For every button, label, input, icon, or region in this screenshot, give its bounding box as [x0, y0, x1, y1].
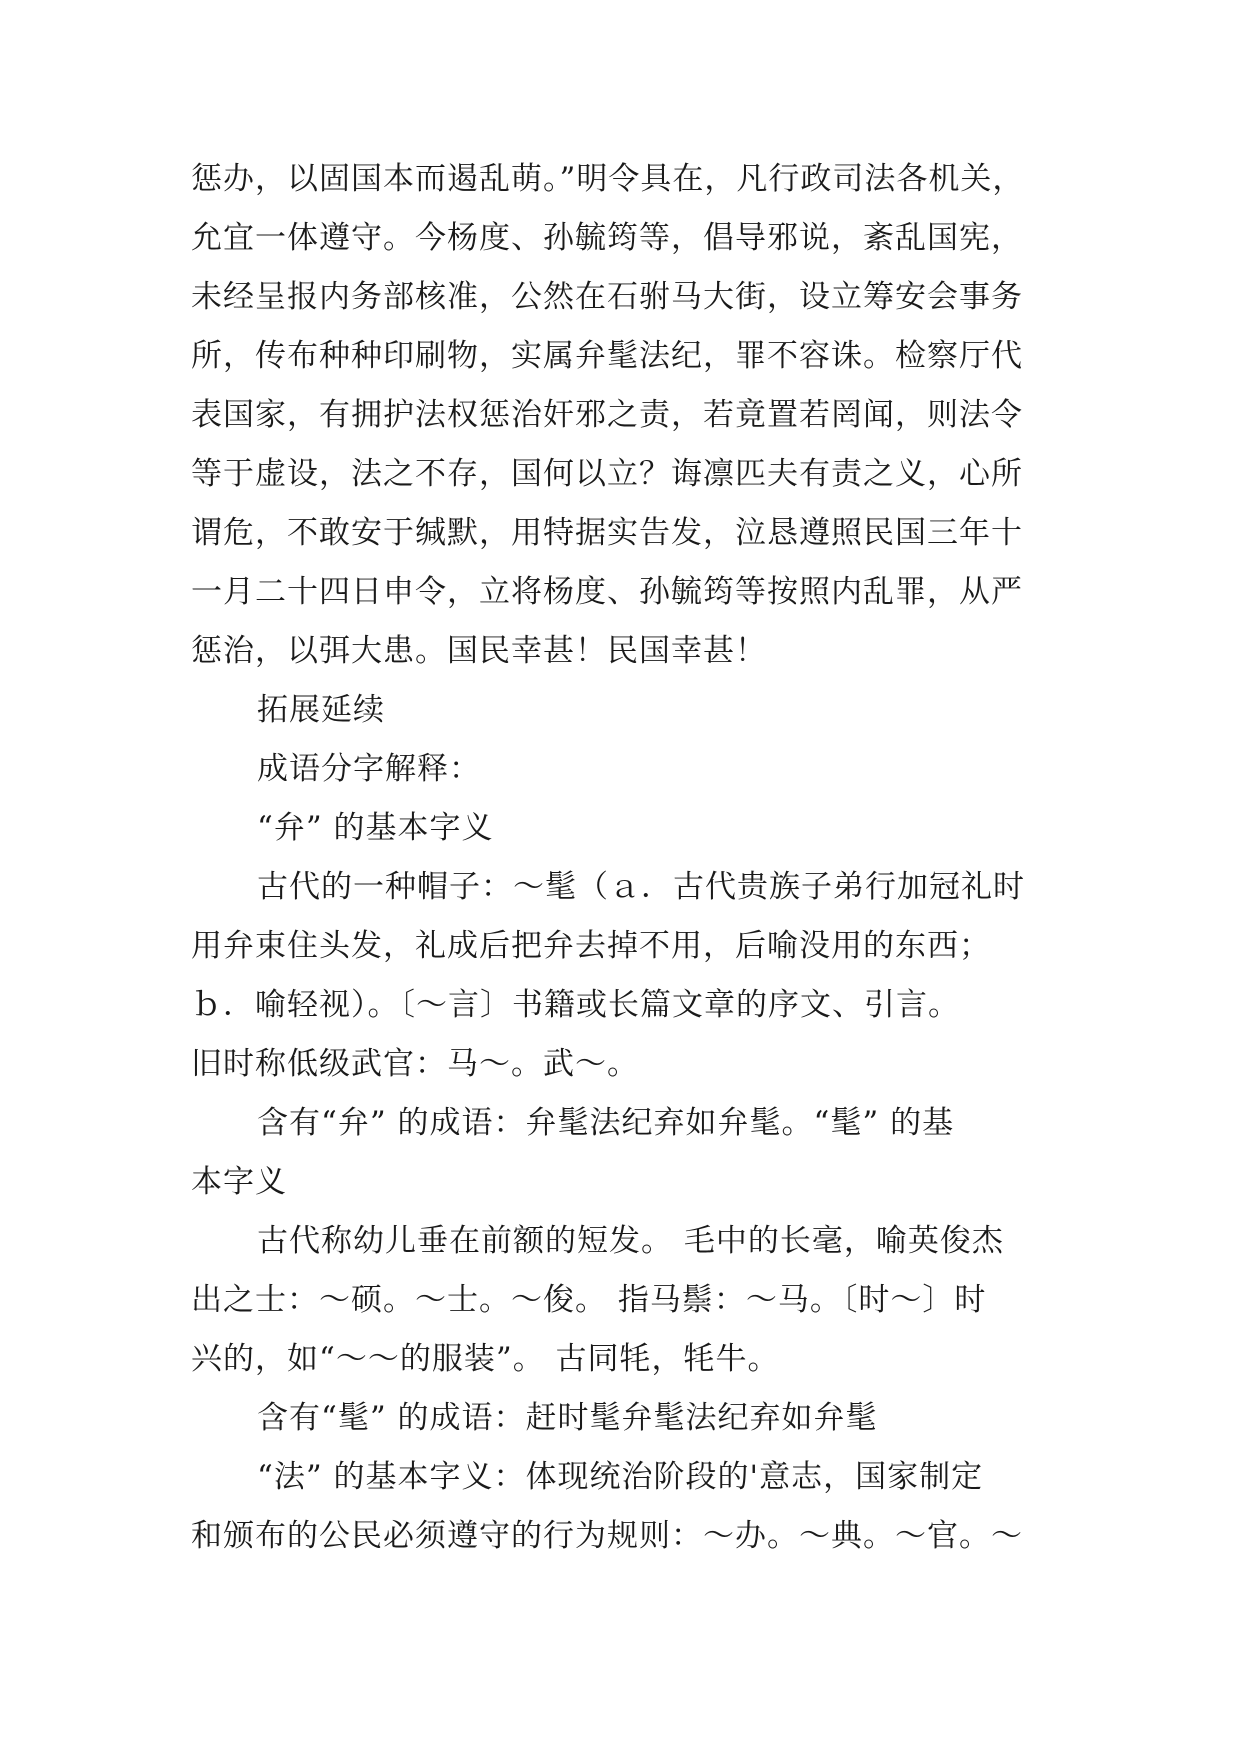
text-line: 含有“弁” 的成语：弁髦法纪弃如弁髦。“髦” 的基 [257, 1105, 955, 1141]
text-line: 惩办，以固国本而遏乱萌。”明令具在，凡行政司法各机关， [191, 161, 1025, 197]
text-line: 表国家，有拥护法权惩治奸邪之责，若竟置若罔闻，则法令 [191, 397, 1023, 433]
text-line: 所，传布种种印刷物，实属弁髦法纪，罪不容诛。检察厅代 [191, 338, 1023, 374]
text-line: 古代的一种帽子：～髦（ａ．古代贵族子弟行加冠礼时 [257, 869, 1025, 905]
text-line: 惩治，以弭大患。国民幸甚！民国幸甚！ [191, 633, 767, 669]
text-line: ｂ．喻轻视）。〔～言〕书籍或长篇文章的序文、引言。 [191, 987, 960, 1023]
text-line: “法” 的基本字义：体现统治阶段的'意志，国家制定 [257, 1459, 984, 1495]
text-line: 和颁布的公民必须遵守的行为规则：～办。～典。～官。～ [191, 1518, 1023, 1554]
text-line: 兴的，如“～～的服装”。 古同牦，牦牛。 [191, 1341, 780, 1377]
text-line: 用弁束住头发，礼成后把弁去掉不用，后喻没用的东西； [191, 928, 991, 964]
text-line: 谓危，不敢安于缄默，用特据实告发，泣恳遵照民国三年十 [191, 515, 1023, 551]
text-line: 出之士：～硕。～士。～俊。 指马鬃：～马。〔时～〕时 [191, 1282, 987, 1318]
text-line: 等于虚设，法之不存，国何以立？诲凛匹夫有责之义，心所 [191, 456, 1023, 492]
text-line: 一月二十四日申令，立将杨度、孙毓筠等按照内乱罪，从严 [191, 574, 1023, 610]
text-line: 未经呈报内务部核准，公然在石驸马大街，设立筹安会事务 [191, 279, 1023, 315]
text-line: 拓展延续 [257, 692, 385, 728]
text-line: 古代称幼儿垂在前额的短发。 毛中的长毫，喻英俊杰 [257, 1223, 1004, 1259]
document-body [191, 150, 1061, 1566]
text-line: 允宜一体遵守。今杨度、孙毓筠等，倡导邪说，紊乱国宪， [191, 220, 1023, 256]
text-line: 成语分字解释： [257, 751, 481, 787]
text-line: “弁” 的基本字义 [257, 810, 494, 846]
text-line: 含有“髦” 的成语：赶时髦弁髦法纪弃如弁髦 [257, 1400, 878, 1436]
text-line: 旧时称低级武官：马～。武～。 [191, 1046, 639, 1082]
text-line: 本字义 [191, 1164, 287, 1200]
